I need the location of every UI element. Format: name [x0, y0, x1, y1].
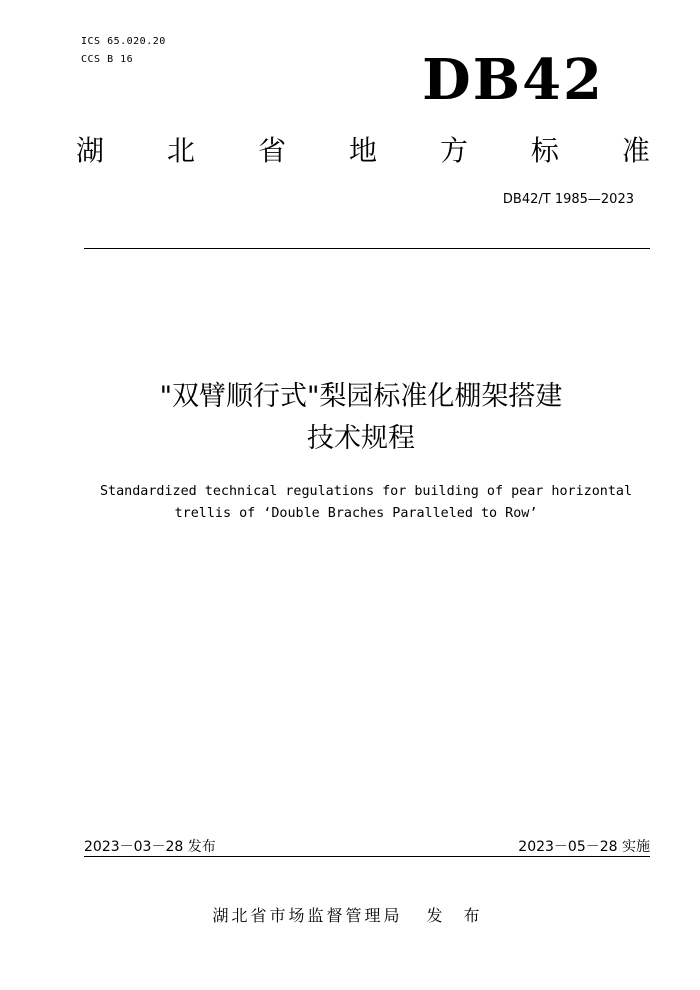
title-chinese-line-2: 技术规程 — [307, 423, 415, 454]
ccs-code: CCS B 16 — [81, 54, 134, 65]
title-chinese-line-1: "双臂顺行式"梨园标准化棚架搭建 — [159, 381, 563, 412]
standard-type-char: 地 — [348, 134, 377, 167]
bottom-divider — [84, 856, 650, 857]
issuer-action: 发 布 — [426, 906, 488, 925]
issuer-name: 湖北省市场监督管理局 — [212, 906, 403, 925]
ics-code: ICS 65.020.20 — [81, 36, 166, 47]
standard-number: DB42/T 1985—2023 — [502, 192, 634, 207]
title-english-line-2: trellis of ‘Double Braches Paralleled to Row’ — [174, 506, 538, 521]
standard-type-char: 准 — [621, 134, 650, 167]
db-logo: DB42 — [422, 47, 604, 113]
standard-type-char: 方 — [439, 134, 468, 167]
issuer-line — [0, 903, 700, 926]
title-english-line-1: Standardized technical regulations for building of pear horizontal — [99, 484, 633, 499]
top-divider — [84, 248, 650, 249]
implementation-date: 2023－05－28 实施 — [518, 839, 650, 855]
standard-type-heading — [76, 136, 650, 167]
standard-type-char: 北 — [166, 134, 195, 167]
standard-type-char: 湖 — [76, 134, 105, 167]
issue-date: 2023－03－28 发布 — [84, 839, 216, 855]
standard-type-char: 标 — [530, 134, 559, 167]
standard-type-char: 省 — [257, 134, 286, 167]
